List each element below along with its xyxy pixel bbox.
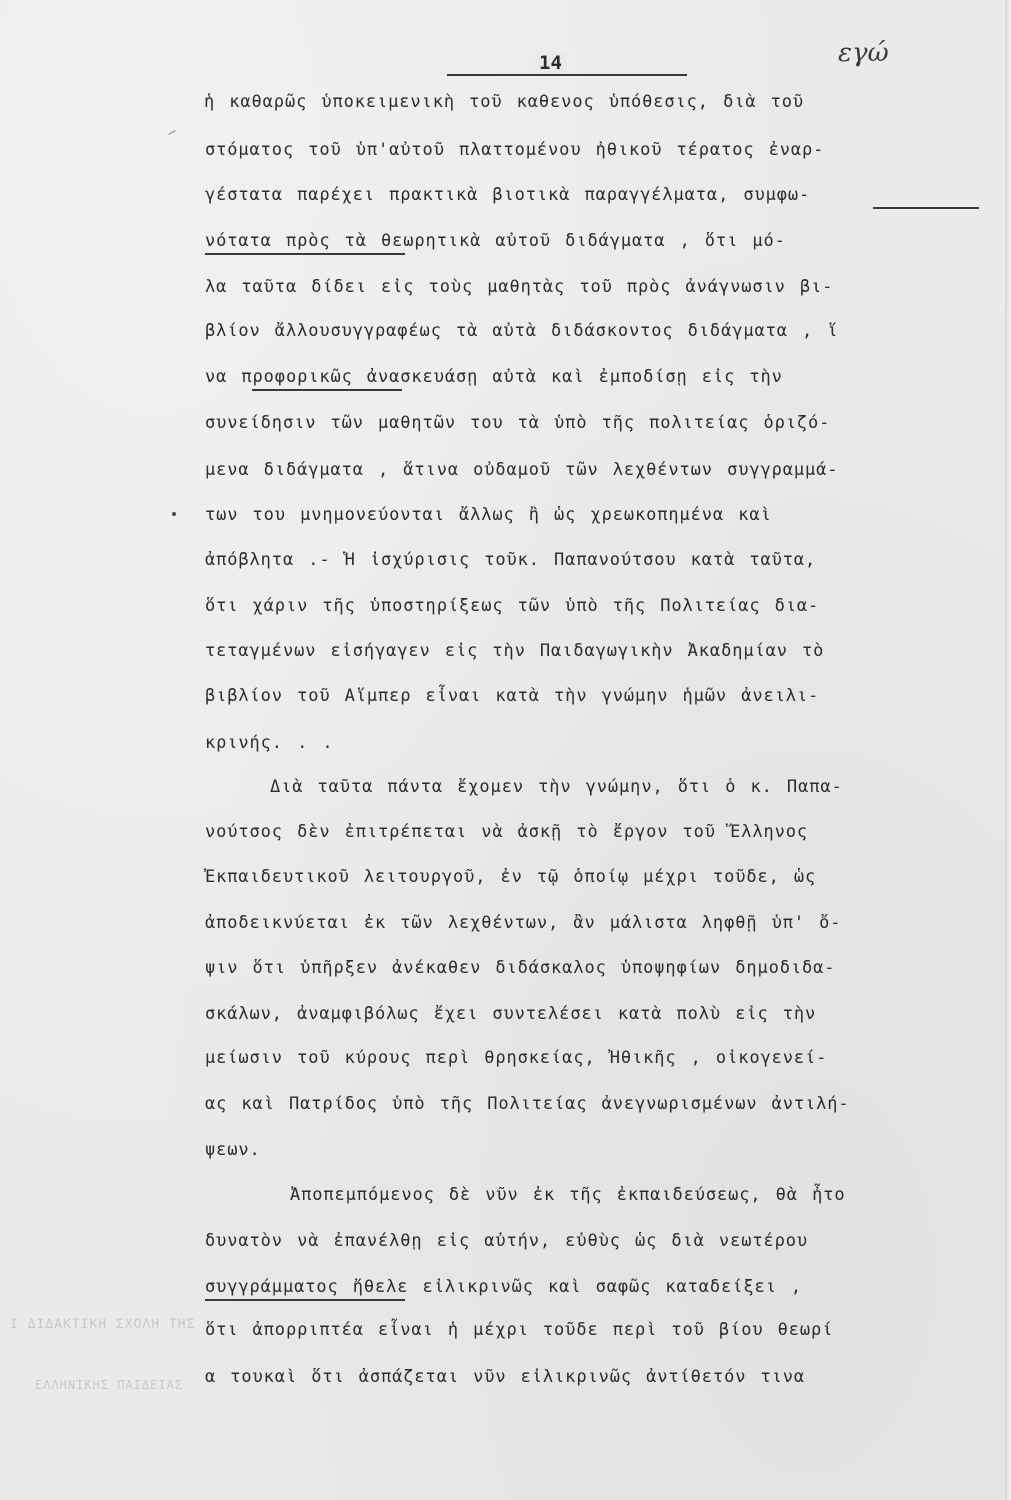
text-line: στόματος τοῦ ὑπ'αὐτοῦ πλαττομένου ἠθικοῦ τέρατος ἐναρ- [205,140,825,160]
text-line [205,185,810,205]
text-line: ἀπόβλητα .- Ἡ ἰσχύρισις τοῦκ. Παπανούτσου κατὰ ταῦτα, [205,550,817,570]
underline-mark [205,1299,405,1301]
text-line: τεταγμένων εἰσήγαγεν εἰς τὴν Παιδαγωγικὴν Ἀκαδημίαν τὸ [205,641,825,661]
bleed-through-text: Ι ΔΙΔΑΚΤΙΚΗ ΣΧΟΛΗ ΤΗΣ [10,1317,196,1332]
text-line: Διὰ ταῦτα πάντα ἔχομεν τὴν γνώμην, ὅτι ὁ κ. Παπα- [270,777,843,797]
text-line: να προφορικῶς ἀνασκευάσῃ αὐτὰ καὶ ἐμποδίσῃ εἰς τὴν [205,367,783,387]
text-line: βιβλίον τοῦ Αἵμπερ εἶναι κατὰ τὴν γνώμην ἡμῶν ἀνειλι- [205,686,820,706]
text-segment: γέστατα παρέχει πρακτικὰ βιοτικὰ παραγγέλματα, συμφω- [205,185,811,205]
text-line: συγγράμματος ἤθελε εἰλικρινῶς καὶ σαφῶς καταδείξει , [205,1277,803,1297]
text-line: νότατα πρὸς τὰ θεωρητικὰ αὐτοῦ διδάγματα , ὅτι μό- [205,231,786,251]
text-line: δυνατὸν νὰ ἐπανέλθῃ εἰς αὐτήν, εὐθὺς ὡς διὰ νεωτέρου [205,1231,809,1251]
text-line: ὅτι χάριν τῆς ὑποστηρίξεως τῶν ὑπὸ τῆς Πολιτείας δια- [205,596,820,616]
bleed-through-text: ΕΛΛΗΝΙΚΗΣ ΠΑΙΔΕΙΑΣ [35,1378,184,1392]
text-line: Ἐκπαιδευτικοῦ λειτουργοῦ, ἐν τῷ ὁποίῳ μέχρι τοῦδε, ὡς [205,867,817,887]
underline-mark [205,253,405,255]
underline-mark [873,207,979,209]
text-line: ἡ καθαρῶς ὑποκειμενικὴ τοῦ καθενος ὑπόθεσις, διὰ τοῦ [204,92,805,112]
text-line: κρινής. . . [205,733,334,753]
text-line: ψεων. [205,1140,261,1160]
text-line: βλίον ἄλλουσυγγραφέως τὰ αὐτὰ διδάσκοντος διδάγματα , ἵ [205,321,839,341]
handwritten-annotation: εγώ [838,38,889,68]
text-line: συνείδησιν τῶν μαθητῶν του τὰ ὑπὸ τῆς πολιτείας ὁριζό- [205,413,831,433]
text-line: μενα διδάγματα , ἅτινα οὐδαμοῦ τῶν λεχθέντων συγγραμμά- [205,460,839,480]
text-line: ὅτι ἀπορριπτέα εἶναι ἡ μέχρι τοῦδε περὶ τοῦ βίου θεωρί [205,1320,834,1340]
text-line: νούτσος δὲν ἐπιτρέπεται νὰ ἀσκῇ τὸ ἔργον τοῦ Ἕλληνος [205,822,809,842]
text-line: λα ταῦτα δίδει εἰς τοὺς μαθητὰς τοῦ πρὸς ἀνάγνωσιν βι- [205,277,834,297]
page-number: 14 [535,52,566,74]
underline-mark [252,389,402,391]
text-line: α τουκαὶ ὅτι ἀσπάζεται νῦν εἰλικρινῶς ἀντίθετόν τινα [205,1367,806,1387]
text-line: σκάλων, ἀναμφιβόλως ἔχει συντελέσει κατὰ πολὺ εἰς τὴν [205,1004,817,1024]
text-line: των του μνημονεύονται ἄλλως ἢ ὡς χρεωκοπημένα καὶ [205,505,772,525]
text-line: ας καὶ Πατρίδος ὑπὸ τῆς Πολιτείας ἀνεγνωρισμένων ἀντιλή- [205,1094,850,1114]
text-line: ψιν ὅτι ὑπῆρξεν ἀνέκαθεν διδάσκαλος ὑποψηφίων δημοδιδα- [205,958,836,978]
text-line: ἀποδεικνύεται ἐκ τῶν λεχθέντων, ἂν μάλιστα ληφθῇ ὑπ' ὄ- [205,913,842,933]
text-line: Ἀποπεμπόμενος δὲ νῦν ἐκ τῆς ἐκπαιδεύσεως, θὰ ἦτο [290,1185,846,1205]
text-line: μείωσιν τοῦ κύρους περὶ θρησκείας, Ἠθικῆς , οἰκογενεί- [205,1048,828,1068]
